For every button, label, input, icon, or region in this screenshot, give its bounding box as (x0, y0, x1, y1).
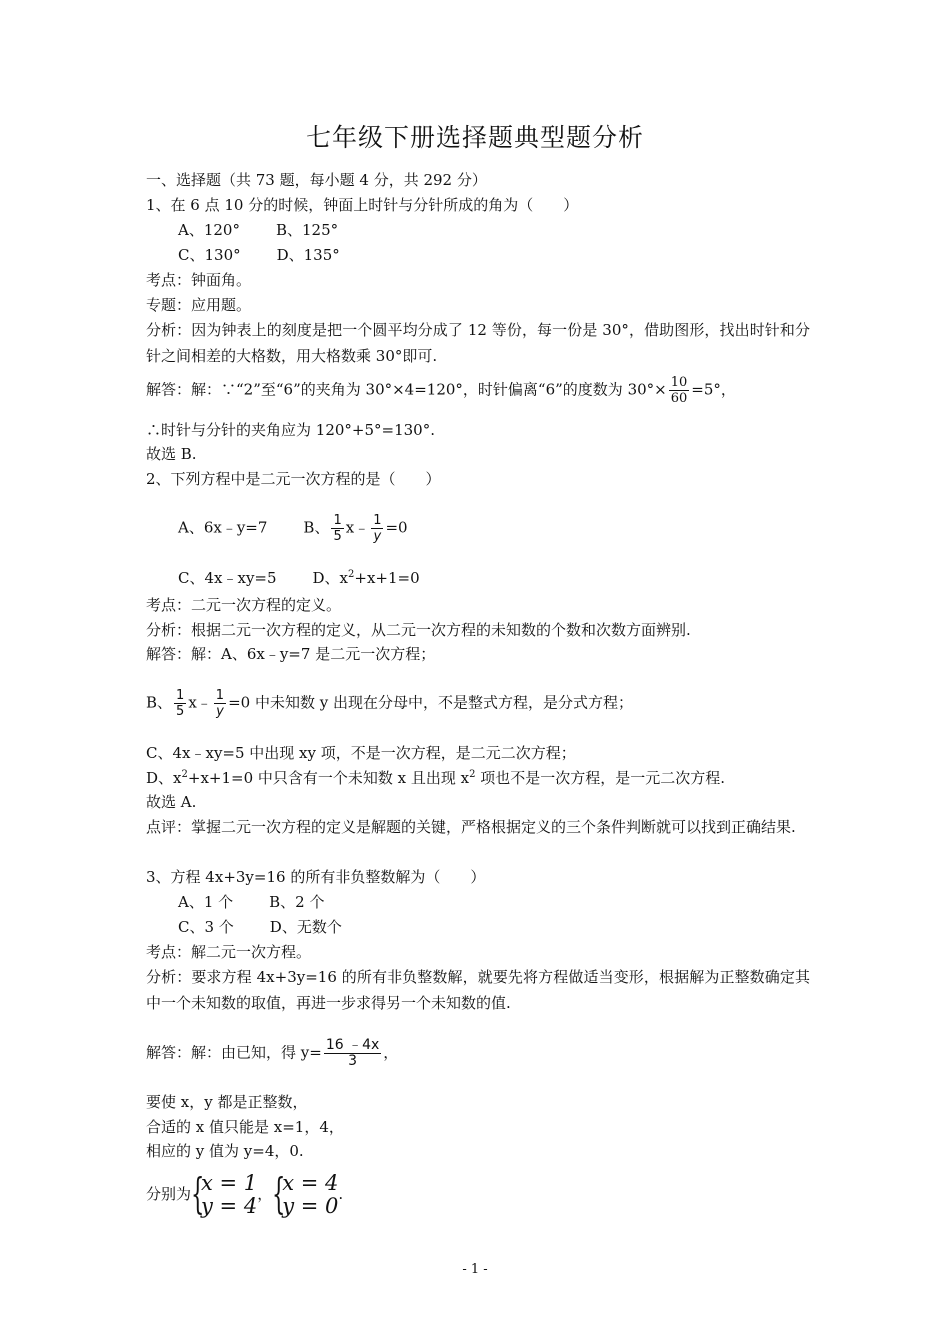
q2-option-d-pre: D、x (312, 569, 349, 587)
q2-option-b-label: B、 (303, 518, 330, 537)
q1-fraction (669, 375, 690, 406)
q2-options-row2 (178, 568, 420, 588)
q2-jb-mid: x﹣ (188, 693, 212, 712)
q3-solutions (146, 1169, 344, 1218)
q3-fenxi: 分析：要求方程 4x+3y=16 的所有非负整数解，就要先将方程做适当变形，根据解为正整数确定其中一个未知数的取值，再进一步求得另一个未知数的值. (146, 968, 810, 1012)
q3-options-row1 (178, 892, 325, 912)
q3-jieda (146, 1038, 398, 1069)
q1-jieda-tail: =5°， (691, 380, 736, 399)
q2-jb-f1-den: 5 (176, 704, 185, 719)
q2-jieda-d (146, 768, 725, 788)
q1-zhuanti: 专题：应用题。 (146, 296, 252, 314)
q3-frac-num: 16 ﹣4x (325, 1037, 380, 1053)
q1-stem: 1、在 6 点 10 分的时候，钟面上时针与分针所成的角为（ ） (146, 196, 579, 214)
q2-option-d-post: +x+1=0 (354, 569, 420, 587)
q3-system-2: { x = 4 y = 0 (272, 1169, 339, 1218)
q1-answer: 故选 B. (146, 445, 197, 463)
q2-jieda-c: C、4x﹣xy=5 中出现 xy 项，不是一次方程，是二元二次方程； (146, 744, 576, 762)
q2-b-fraction-2 (371, 513, 383, 544)
q3-stem: 3、方程 4x+3y=16 的所有非负整数解为（ ） (146, 868, 486, 886)
section-heading: 一、选择题（共 73 题，每小题 4 分，共 292 分） (146, 171, 487, 189)
q2-option-c: C、4x﹣xy=5 (178, 569, 277, 587)
q2-options-row1 (178, 513, 408, 544)
q3-separator: ， (257, 1185, 273, 1203)
q2-jd-sup: 2 (181, 769, 188, 780)
q2-b-fraction-1 (331, 513, 343, 544)
q2-option-d-sup: 2 (348, 569, 355, 580)
page-number: - 1 - (462, 1262, 488, 1277)
q2-kaodian: 考点：二元一次方程的定义。 (146, 596, 342, 614)
q3-s2-y: y = 0 (282, 1194, 339, 1218)
q3-frac-den: 3 (348, 1053, 357, 1069)
q1-option-d: D、135° (276, 246, 340, 264)
q2-jd-post: 项也不是一次方程，是一元二次方程. (475, 769, 726, 787)
q2-b-f1-den: 5 (333, 529, 342, 544)
q2-b-f2-num: 1 (373, 513, 382, 528)
q2-jd-mid: +x+1=0 中只含有一个未知数 x 且出现 x (187, 769, 470, 787)
q2-jb-post: =0 中未知数 y 出现在分母中，不是整式方程，是分式方程； (228, 693, 633, 712)
q1-jieda (146, 375, 736, 406)
page-title: 七年级下册选择题典型题分析 (305, 123, 644, 152)
q2-fenxi: 分析：根据二元一次方程的定义，从二元一次方程的未知数的个数和次数方面辨别. (146, 621, 691, 639)
q1-jieda-line2: ∴时针与分针的夹角应为 120°+5°=130°. (146, 421, 435, 439)
q2-jb-f2-den: y (216, 704, 224, 719)
q1-frac-den: 60 (670, 391, 688, 406)
q3-option-a: A、1 个 (178, 893, 234, 911)
q3-s1-x: x = 1 (201, 1171, 258, 1195)
q2-b-f2-den: y (373, 529, 382, 544)
q3-option-d: D、无数个 (269, 918, 342, 936)
q2-jb-f2-num: 1 (215, 688, 225, 703)
q2-answer: 故选 A. (146, 793, 197, 811)
q2-b-mid: x﹣ (345, 518, 370, 537)
q3-solutions-label: 分别为 (146, 1185, 192, 1203)
q2-stem: 2、下列方程中是二元一次方程的是（ ） (146, 470, 441, 488)
q3-line3: 相应的 y 值为 y=4，0. (146, 1142, 304, 1160)
q3-end-dot: . (338, 1185, 344, 1203)
q2-b-f1-num: 1 (333, 513, 342, 528)
q2-jb-f1-num: 1 (176, 688, 185, 703)
q2-jb-fraction-1 (174, 688, 186, 719)
q1-options-row2 (178, 245, 340, 265)
q2-jd-sup2: 2 (469, 769, 476, 780)
q1-jieda-text: 解答：解：∵“2”至“6”的夹角为 30°×4=120°，时针偏离“6”的度数为 30°× (146, 380, 667, 399)
q3-kaodian: 考点：解二元一次方程。 (146, 943, 312, 961)
q2-jb-pre: B、 (146, 693, 173, 712)
q3-fraction (324, 1038, 381, 1069)
q1-frac-num: 10 (670, 375, 688, 390)
q3-s2-x: x = 4 (282, 1171, 339, 1195)
q3-option-c: C、3 个 (178, 918, 234, 936)
q1-kaodian: 考点：钟面角。 (146, 271, 252, 289)
q1-options-row1 (178, 220, 338, 240)
q1-option-a: A、120° (178, 221, 240, 239)
q3-options-row2 (178, 917, 342, 937)
q1-fenxi: 分析：因为钟表上的刻度是把一个圆平均分成了 12 等份，每一份是 30°，借助图形，找出时针和分针之间相差的大格数，用大格数乘 30°即可. (146, 321, 810, 365)
q3-system-1: { x = 1 y = 4 (191, 1169, 258, 1218)
q2-b-tail: =0 (385, 518, 408, 537)
q2-jieda: 解答：解：A、6x﹣y=7 是二元一次方程； (146, 645, 436, 663)
q2-jieda-b (146, 688, 633, 719)
q1-option-c: C、130° (178, 246, 241, 264)
q1-option-b: B、125° (275, 221, 339, 239)
q2-jb-fraction-2 (214, 688, 226, 719)
q2-jd-pre: D、x (146, 769, 182, 787)
q3-jieda-post: ， (383, 1043, 399, 1062)
q3-jieda-pre: 解答：解：由已知，得 y= (146, 1043, 322, 1062)
q2-dianping: 点评：掌握二元一次方程的定义是解题的关键，严格根据定义的三个条件判断就可以找到正确结果. (146, 818, 796, 836)
q3-s1-y: y = 4 (201, 1194, 258, 1218)
q3-line2: 合适的 x 值只能是 x=1，4， (146, 1118, 344, 1136)
q3-line1: 要使 x，y 都是正整数， (146, 1093, 308, 1111)
q2-option-a: A、6x﹣y=7 (178, 518, 268, 537)
q3-option-b: B、2 个 (269, 893, 325, 911)
